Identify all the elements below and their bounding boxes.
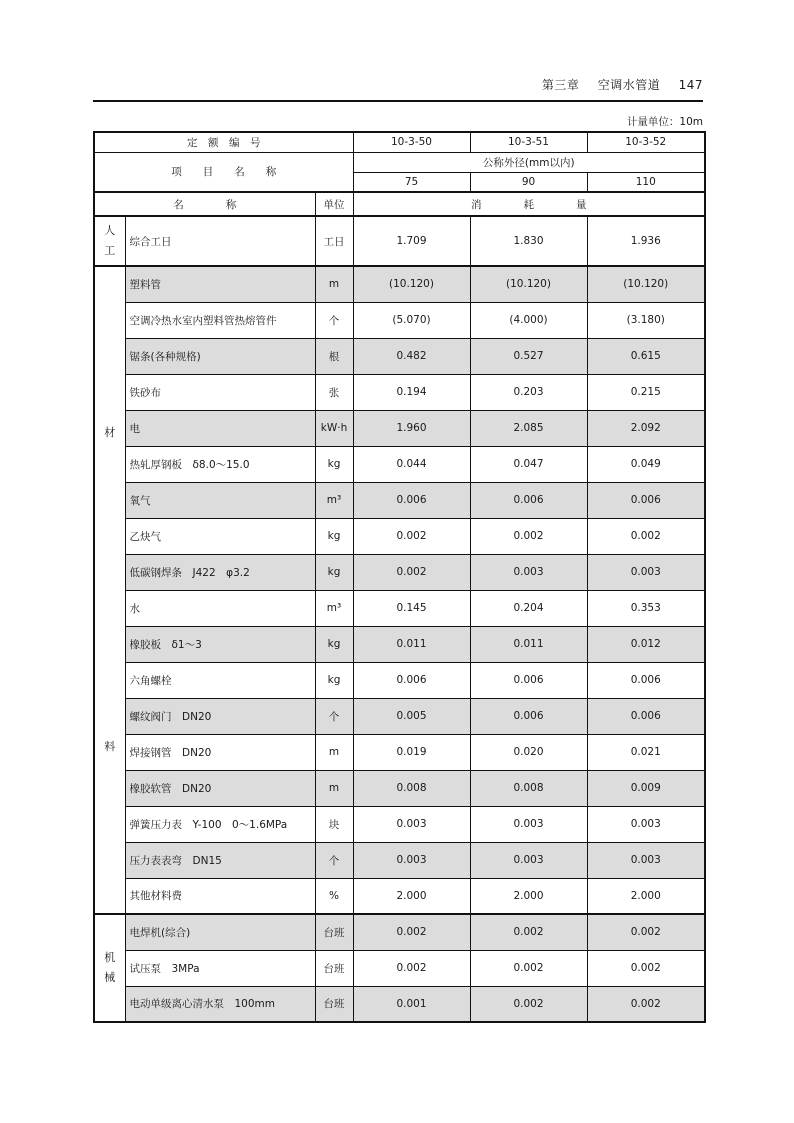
item-unit: m³ [315, 590, 353, 626]
consumption-value: 0.002 [587, 986, 705, 1022]
quota-code: 10-3-52 [587, 132, 705, 152]
consumption-value: 0.002 [353, 950, 470, 986]
item-unit: kg [315, 554, 353, 590]
consumption-value: 0.002 [587, 914, 705, 950]
consumption-value: 0.003 [587, 842, 705, 878]
spec-value: 90 [470, 172, 587, 192]
table-row [94, 410, 705, 446]
table-row [94, 302, 705, 338]
item-name: 电动单级离心清水泵 100mm [125, 986, 315, 1022]
item-name: 其他材料费 [125, 878, 315, 914]
quota-table [93, 131, 706, 1023]
consumption-value: 0.003 [353, 806, 470, 842]
spec-value: 75 [353, 172, 470, 192]
consumption-value: 0.011 [470, 626, 587, 662]
consumption-value: 0.203 [470, 374, 587, 410]
consumption-value: 1.960 [353, 410, 470, 446]
table-row [94, 554, 705, 590]
consumption-value: (10.120) [470, 266, 587, 302]
item-unit: kg [315, 518, 353, 554]
category-label [94, 216, 125, 266]
consumption-value: 0.002 [353, 518, 470, 554]
quota-number-label: 定 额 编 号 [94, 132, 353, 152]
consumption-value: 0.006 [353, 662, 470, 698]
table-row [94, 446, 705, 482]
item-name: 弹簧压力表 Y-100 0～1.6MPa [125, 806, 315, 842]
item-unit: % [315, 878, 353, 914]
table-row [94, 338, 705, 374]
item-name: 热轧厚钢板 δ8.0～15.0 [125, 446, 315, 482]
table-row [94, 950, 705, 986]
consumption-value: 0.003 [470, 842, 587, 878]
item-unit: 张 [315, 374, 353, 410]
item-name: 螺纹阀门 DN20 [125, 698, 315, 734]
item-unit: 个 [315, 698, 353, 734]
table-row [94, 662, 705, 698]
consumption-value: 0.006 [353, 482, 470, 518]
consumption-value: (3.180) [587, 302, 705, 338]
consumption-value: 0.011 [353, 626, 470, 662]
item-unit: 块 [315, 806, 353, 842]
consumption-value: 0.002 [470, 986, 587, 1022]
consumption-value: 0.002 [587, 950, 705, 986]
item-unit: 个 [315, 842, 353, 878]
unit-column-header: 单位 [315, 192, 353, 216]
category-char: 工 [104, 244, 116, 257]
consumption-value: 0.006 [587, 662, 705, 698]
consumption-value: 0.049 [587, 446, 705, 482]
page-header [93, 74, 703, 102]
table-row [94, 590, 705, 626]
consumption-value: 0.002 [353, 554, 470, 590]
page-number: 147 [678, 78, 703, 92]
item-name: 试压泵 3MPa [125, 950, 315, 986]
consumption-value: 0.215 [587, 374, 705, 410]
consumption-value: 2.000 [470, 878, 587, 914]
consumption-value: 0.006 [470, 662, 587, 698]
consumption-value: 0.044 [353, 446, 470, 482]
table-row [94, 878, 705, 914]
consumption-value: 0.003 [353, 842, 470, 878]
consumption-value: 0.615 [587, 338, 705, 374]
consumption-value: 0.002 [470, 950, 587, 986]
category-char: 械 [104, 971, 116, 984]
consumption-value: 1.830 [470, 216, 587, 266]
item-unit: m [315, 266, 353, 302]
consumption-value: 2.085 [470, 410, 587, 446]
item-unit: kg [315, 446, 353, 482]
consumption-value: 1.936 [587, 216, 705, 266]
item-name: 综合工日 [125, 216, 315, 266]
item-unit: 台班 [315, 950, 353, 986]
consumption-value: 0.021 [587, 734, 705, 770]
item-unit: 根 [315, 338, 353, 374]
item-name-label: 项 目 名 称 [94, 152, 353, 192]
category-char: 材 [104, 425, 116, 439]
consumption-value: (10.120) [587, 266, 705, 302]
item-name: 塑料管 [125, 266, 315, 302]
consumption-value: 0.008 [470, 770, 587, 806]
item-unit: 台班 [315, 986, 353, 1022]
item-unit: kg [315, 626, 353, 662]
consumption-value: 0.002 [353, 914, 470, 950]
quota-code: 10-3-50 [353, 132, 470, 152]
item-unit: 工日 [315, 216, 353, 266]
consumption-value: 0.194 [353, 374, 470, 410]
table-row [94, 698, 705, 734]
consumption-value: 0.002 [470, 914, 587, 950]
category-label [94, 266, 125, 914]
consumption-value: 2.000 [587, 878, 705, 914]
consumption-value: 0.006 [587, 698, 705, 734]
item-unit: m [315, 734, 353, 770]
item-name: 电 [125, 410, 315, 446]
item-name: 空调冷热水室内塑料管热熔管件 [125, 302, 315, 338]
consumption-value: 0.003 [587, 806, 705, 842]
item-name: 铁砂布 [125, 374, 315, 410]
consumption-value: 0.008 [353, 770, 470, 806]
table-row [94, 374, 705, 410]
consumption-value: (10.120) [353, 266, 470, 302]
table-row [94, 216, 705, 266]
spec-value: 110 [587, 172, 705, 192]
spec-label: 公称外径(mm以内) [353, 152, 705, 172]
item-name: 六角螺栓 [125, 662, 315, 698]
table-row [94, 842, 705, 878]
item-unit: 个 [315, 302, 353, 338]
consumption-value: 0.003 [470, 554, 587, 590]
consumption-value: 0.009 [587, 770, 705, 806]
consumption-value: 0.001 [353, 986, 470, 1022]
consumption-column-header: 消 耗 量 [353, 192, 705, 216]
consumption-value: 0.006 [470, 698, 587, 734]
consumption-value: 0.002 [587, 518, 705, 554]
chapter-label: 第三章 [541, 78, 580, 92]
consumption-value: 0.527 [470, 338, 587, 374]
consumption-value: 2.000 [353, 878, 470, 914]
consumption-value: 0.002 [470, 518, 587, 554]
consumption-value: 0.006 [587, 482, 705, 518]
item-name: 电焊机(综合) [125, 914, 315, 950]
consumption-value: 0.047 [470, 446, 587, 482]
category-label [94, 914, 125, 1022]
consumption-value: 0.003 [470, 806, 587, 842]
consumption-value: 1.709 [353, 216, 470, 266]
consumption-value: 0.003 [587, 554, 705, 590]
consumption-value: 0.019 [353, 734, 470, 770]
consumption-value: 0.145 [353, 590, 470, 626]
item-name: 焊接钢管 DN20 [125, 734, 315, 770]
category-char: 料 [104, 740, 116, 754]
item-name: 水 [125, 590, 315, 626]
item-name: 橡胶软管 DN20 [125, 770, 315, 806]
consumption-value: (4.000) [470, 302, 587, 338]
consumption-value: 0.006 [470, 482, 587, 518]
category-char: 机 [104, 951, 116, 964]
measurement-unit: 计量单位：10m [626, 116, 703, 128]
section-label: 空调水管道 [597, 78, 661, 92]
table-row [94, 914, 705, 950]
item-name: 低碳钢焊条 J422 φ3.2 [125, 554, 315, 590]
table-row [94, 986, 705, 1022]
table-row [94, 770, 705, 806]
table-row [94, 266, 705, 302]
item-unit: 台班 [315, 914, 353, 950]
consumption-value: 0.204 [470, 590, 587, 626]
item-unit: kg [315, 662, 353, 698]
table-row [94, 806, 705, 842]
table-row [94, 518, 705, 554]
item-unit: m³ [315, 482, 353, 518]
table-row [94, 734, 705, 770]
item-unit: kW·h [315, 410, 353, 446]
consumption-value: 0.353 [587, 590, 705, 626]
consumption-value: 0.012 [587, 626, 705, 662]
item-name: 压力表表弯 DN15 [125, 842, 315, 878]
running-head [528, 76, 703, 93]
category-char: 人 [104, 224, 116, 237]
consumption-value: 0.005 [353, 698, 470, 734]
item-name: 乙炔气 [125, 518, 315, 554]
consumption-value: 0.482 [353, 338, 470, 374]
table-row [94, 482, 705, 518]
item-name: 锯条(各种规格) [125, 338, 315, 374]
item-name: 氧气 [125, 482, 315, 518]
name-column-header: 名 称 [94, 192, 315, 216]
consumption-value: 0.020 [470, 734, 587, 770]
quota-code: 10-3-51 [470, 132, 587, 152]
table-row [94, 626, 705, 662]
item-name: 橡胶板 δ1～3 [125, 626, 315, 662]
consumption-value: (5.070) [353, 302, 470, 338]
item-unit: m [315, 770, 353, 806]
consumption-value: 2.092 [587, 410, 705, 446]
